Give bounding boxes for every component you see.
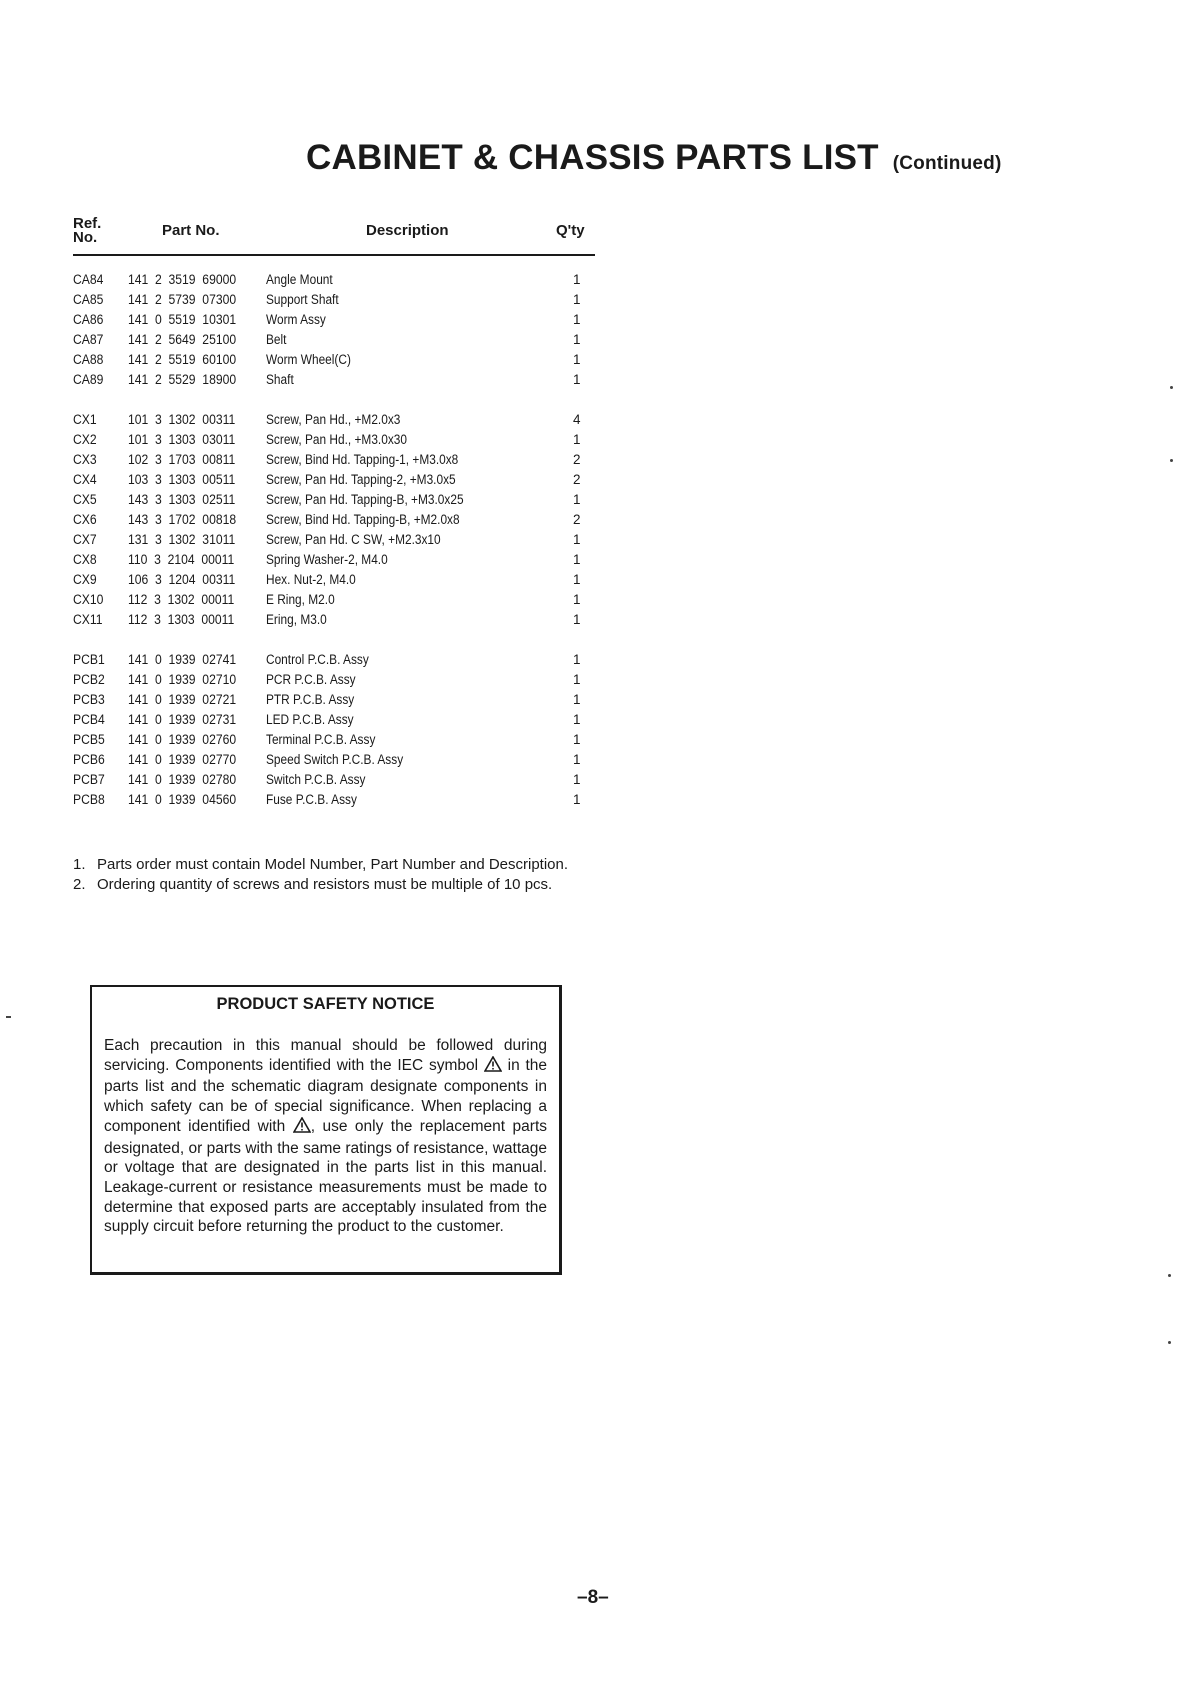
ref-no-cell: CX4 [73, 472, 97, 487]
table-row [73, 370, 593, 390]
scan-speck [1168, 1274, 1171, 1277]
description-cell: Screw, Bind Hd. Tapping-B, +M2.0x8 [266, 512, 460, 527]
ref-no-cell: PCB3 [73, 692, 105, 707]
scan-speck [6, 1016, 11, 1018]
part-no-cell: 112 3 1302 00011 [128, 592, 235, 607]
note-item [73, 855, 583, 875]
scan-speck [1168, 1341, 1171, 1344]
description-cell: PCR P.C.B. Assy [266, 672, 356, 687]
ref-no-cell: CX6 [73, 512, 97, 527]
note-item [73, 875, 583, 895]
header-description: Description [366, 222, 449, 239]
safety-text-part2: in the parts list and the schematic diagram designate components in which safety can be of special significance. When replacing a component identified with [104, 1056, 548, 1135]
part-no-cell: 101 3 1302 00311 [128, 412, 236, 427]
qty-cell: 1 [573, 772, 581, 787]
part-no-cell: 101 3 1303 03011 [128, 432, 236, 447]
table-row [73, 570, 593, 590]
table-row [73, 670, 593, 690]
note-text: Ordering quantity of screws and resistors must be multiple of 10 pcs. [97, 876, 553, 893]
ref-no-cell: CA87 [73, 332, 104, 347]
ref-no-cell: CA85 [73, 292, 104, 307]
qty-cell: 4 [573, 412, 581, 427]
ref-no-cell: CX1 [73, 412, 97, 427]
parts-group [73, 270, 593, 390]
qty-cell: 1 [573, 652, 581, 667]
ordering-notes [73, 855, 583, 895]
qty-cell: 1 [573, 532, 581, 547]
qty-cell: 1 [573, 312, 581, 327]
qty-cell: 2 [573, 452, 581, 467]
qty-cell: 1 [573, 292, 581, 307]
warning-triangle-icon [293, 1117, 311, 1139]
ref-no-cell: PCB7 [73, 772, 105, 787]
ref-no-cell: PCB1 [73, 652, 105, 667]
description-cell: Screw, Pan Hd. Tapping-2, +M3.0x5 [266, 472, 456, 487]
qty-cell: 1 [573, 712, 581, 727]
ref-no-cell: CX10 [73, 592, 104, 607]
table-row [73, 290, 593, 310]
table-row [73, 410, 593, 430]
safety-text-part3: , use only the replacement parts designated, or parts with the same ratings of resistance, wattage or voltage that are designated in the parts list in this manual. Leakage-current or resistance measurements must be made to determine that exposed parts are acceptably insulated from the supply circuit before returning the product to the customer. [104, 1117, 547, 1236]
description-cell: PTR P.C.B. Assy [266, 692, 355, 707]
description-cell: Screw, Pan Hd., +M3.0x30 [266, 432, 407, 447]
ref-no-cell: CX9 [73, 572, 97, 587]
qty-cell: 1 [573, 672, 581, 687]
description-cell: Spring Washer-2, M4.0 [266, 552, 388, 567]
qty-cell: 1 [573, 552, 581, 567]
description-cell: Worm Wheel(C) [266, 352, 351, 367]
qty-cell: 1 [573, 572, 581, 587]
part-no-cell: 141 0 1939 02760 [128, 732, 237, 747]
part-no-cell: 112 3 1303 00011 [128, 612, 235, 627]
description-cell: Screw, Pan Hd., +M2.0x3 [266, 412, 401, 427]
part-no-cell: 141 0 1939 02710 [128, 672, 237, 687]
description-cell: Hex. Nut-2, M4.0 [266, 572, 356, 587]
part-no-cell: 103 3 1303 00511 [128, 472, 236, 487]
parts-table-body [73, 270, 593, 830]
table-row [73, 330, 593, 350]
description-cell: Fuse P.C.B. Assy [266, 792, 357, 807]
ref-no-cell: CX11 [73, 612, 103, 627]
description-cell: Terminal P.C.B. Assy [266, 732, 376, 747]
description-cell: Worm Assy [266, 312, 326, 327]
qty-cell: 1 [573, 332, 581, 347]
table-row [73, 550, 593, 570]
table-row [73, 490, 593, 510]
part-no-cell: 143 3 1303 02511 [128, 492, 236, 507]
description-cell: Screw, Pan Hd. C SW, +M2.3x10 [266, 532, 441, 547]
note-number: 2. [73, 876, 86, 893]
page-title-main: CABINET & CHASSIS PARTS LIST [306, 138, 879, 177]
description-cell: Speed Switch P.C.B. Assy [266, 752, 404, 767]
part-no-cell: 143 3 1702 00818 [128, 512, 237, 527]
part-no-cell: 131 3 1302 31011 [128, 532, 236, 547]
table-row [73, 750, 593, 770]
qty-cell: 1 [573, 372, 581, 387]
description-cell: E Ring, M2.0 [266, 592, 335, 607]
warning-triangle-icon [484, 1056, 502, 1078]
part-no-cell: 106 3 1204 00311 [128, 572, 236, 587]
header-qty: Q'ty [556, 222, 585, 239]
page-number: –8– [577, 1587, 609, 1608]
table-row [73, 650, 593, 670]
ref-no-cell: CA88 [73, 352, 104, 367]
ref-no-cell: CX5 [73, 492, 97, 507]
part-no-cell: 141 0 1939 02770 [128, 752, 237, 767]
qty-cell: 1 [573, 752, 581, 767]
part-no-cell: 102 3 1703 00811 [128, 452, 236, 467]
header-ref-line1: Ref. [73, 215, 102, 232]
parts-group [73, 650, 593, 810]
part-no-cell: 141 2 5649 25100 [128, 332, 237, 347]
ref-no-cell: CX8 [73, 552, 97, 567]
scan-speck [1170, 386, 1173, 389]
header-ref-no [73, 217, 101, 245]
description-cell: Support Shaft [266, 292, 339, 307]
table-row [73, 510, 593, 530]
description-cell: Control P.C.B. Assy [266, 652, 369, 667]
part-no-cell: 141 0 5519 10301 [128, 312, 237, 327]
part-no-cell: 141 2 5519 60100 [128, 352, 237, 367]
part-no-cell: 141 0 1939 04560 [128, 792, 237, 807]
ref-no-cell: PCB8 [73, 792, 105, 807]
ref-no-cell: PCB4 [73, 712, 105, 727]
qty-cell: 1 [573, 352, 581, 367]
ref-no-cell: PCB6 [73, 752, 105, 767]
note-text: Parts order must contain Model Number, Part Number and Description. [97, 856, 569, 873]
safety-notice-text [104, 1036, 547, 1237]
scan-speck [1170, 459, 1173, 462]
header-part-no: Part No. [162, 222, 220, 239]
table-row [73, 470, 593, 490]
table-row [73, 690, 593, 710]
page-title [306, 138, 1001, 178]
qty-cell: 2 [573, 472, 581, 487]
description-cell: LED P.C.B. Assy [266, 712, 354, 727]
table-row [73, 530, 593, 550]
ref-no-cell: CA84 [73, 272, 104, 287]
part-no-cell: 141 0 1939 02780 [128, 772, 237, 787]
part-no-cell: 141 0 1939 02721 [128, 692, 237, 707]
ref-no-cell: CA86 [73, 312, 104, 327]
table-row [73, 430, 593, 450]
qty-cell: 1 [573, 792, 581, 807]
qty-cell: 1 [573, 732, 581, 747]
qty-cell: 2 [573, 512, 581, 527]
table-row [73, 350, 593, 370]
description-cell: Screw, Pan Hd. Tapping-B, +M3.0x25 [266, 492, 464, 507]
part-no-cell: 141 2 5529 18900 [128, 372, 237, 387]
header-ref-line2: No. [73, 229, 98, 246]
safety-text-part1: Each precaution in this manual should be followed during servicing. Components identified with the IEC symbol [104, 1037, 547, 1074]
description-cell: Belt [266, 332, 287, 347]
description-cell: Ering, M3.0 [266, 612, 327, 627]
table-row [73, 770, 593, 790]
part-no-cell: 141 2 3519 69000 [128, 272, 237, 287]
ref-no-cell: PCB2 [73, 672, 105, 687]
description-cell: Screw, Bind Hd. Tapping-1, +M3.0x8 [266, 452, 459, 467]
ref-no-cell: CA89 [73, 372, 104, 387]
table-row [73, 590, 593, 610]
part-no-cell: 110 3 2104 00011 [128, 552, 235, 567]
description-cell: Switch P.C.B. Assy [266, 772, 366, 787]
ref-no-cell: CX3 [73, 452, 97, 467]
parts-group [73, 410, 593, 630]
note-number: 1. [73, 856, 86, 873]
qty-cell: 1 [573, 432, 581, 447]
product-safety-notice [90, 985, 562, 1275]
table-row [73, 310, 593, 330]
qty-cell: 1 [573, 592, 581, 607]
description-cell: Angle Mount [266, 272, 333, 287]
ref-no-cell: CX2 [73, 432, 97, 447]
table-row [73, 270, 593, 290]
page-title-sub: (Continued) [892, 153, 1002, 174]
qty-cell: 1 [573, 612, 581, 627]
part-no-cell: 141 2 5739 07300 [128, 292, 237, 307]
safety-notice-title: PRODUCT SAFETY NOTICE [216, 995, 435, 1013]
table-row [73, 790, 593, 810]
part-no-cell: 141 0 1939 02741 [128, 652, 237, 667]
table-row [73, 730, 593, 750]
ref-no-cell: CX7 [73, 532, 97, 547]
part-no-cell: 141 0 1939 02731 [128, 712, 237, 727]
qty-cell: 1 [573, 692, 581, 707]
parts-table-header [73, 214, 595, 256]
description-cell: Shaft [266, 372, 294, 387]
qty-cell: 1 [573, 492, 581, 507]
table-row [73, 610, 593, 630]
table-row [73, 710, 593, 730]
ref-no-cell: PCB5 [73, 732, 105, 747]
qty-cell: 1 [573, 272, 581, 287]
table-row [73, 450, 593, 470]
